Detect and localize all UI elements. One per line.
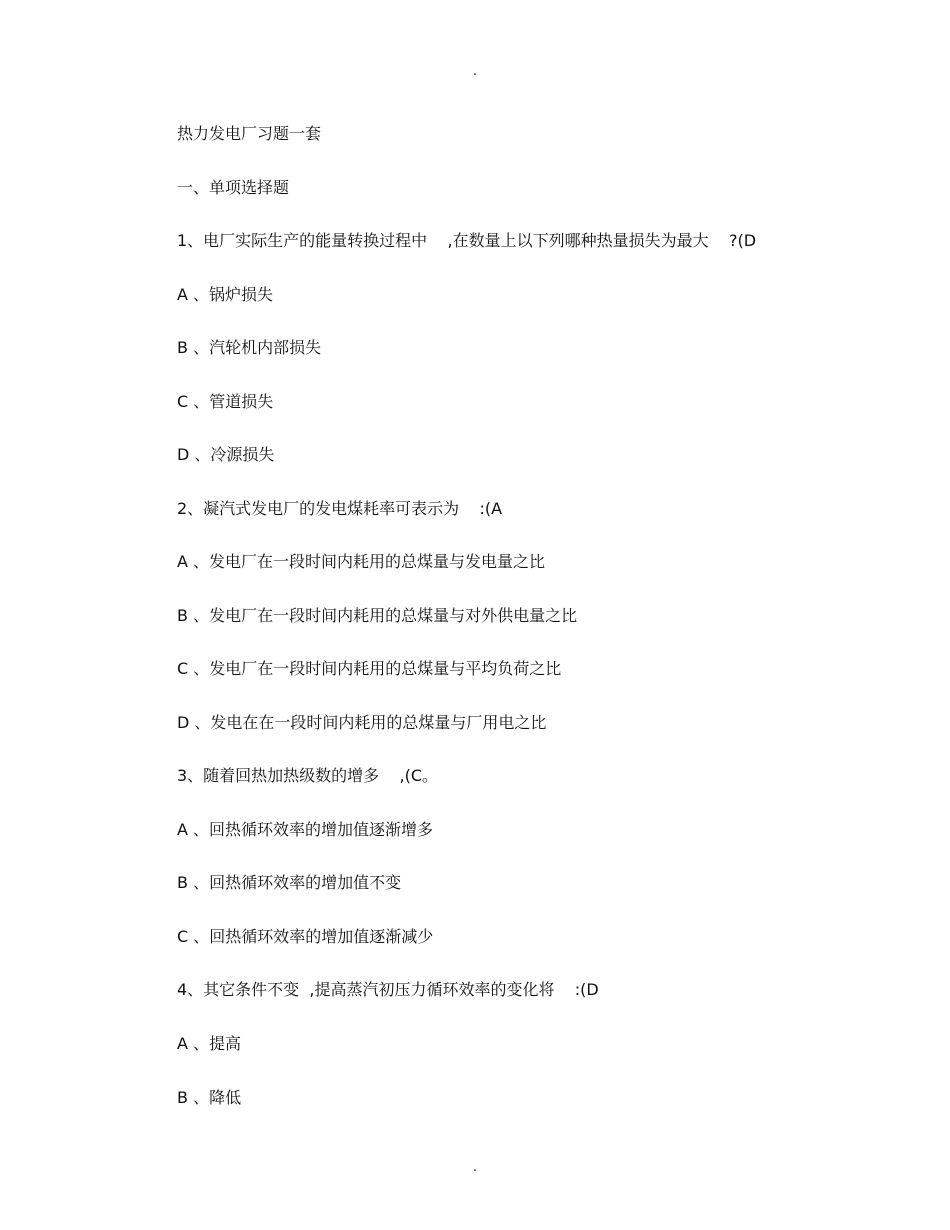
question-4-option-a: A 、提高: [177, 1034, 242, 1053]
footer-mark: .: [472, 1159, 478, 1175]
question-1-option-b: B 、汽轮机内部损失: [177, 338, 322, 357]
question-3-option-c: C 、回热循环效率的增加值逐渐减少: [177, 927, 434, 946]
section-heading: 一、单项选择题: [177, 178, 290, 197]
question-1-option-c: C 、管道损失: [177, 392, 274, 411]
question-4-stem: 4、其它条件不变 ,提高蒸汽初压力循环效率的变化将 :(D: [177, 980, 599, 999]
header-mark: .: [472, 63, 478, 79]
question-2-option-c: C 、发电厂在一段时间内耗用的总煤量与平均负荷之比: [177, 659, 562, 678]
question-1-option-d: D 、冷源损失: [177, 445, 275, 464]
question-2-stem: 2、凝汽式发电厂的发电煤耗率可表示为 :(A: [177, 499, 503, 518]
question-2-option-d: D 、发电在在一段时间内耗用的总煤量与厂用电之比: [177, 713, 547, 732]
question-1-option-a: A 、锅炉损失: [177, 285, 274, 304]
question-1-stem: 1、电厂实际生产的能量转换过程中 ,在数量上以下列哪种热量损失为最大 ?(D: [177, 231, 757, 250]
question-2-option-b: B 、发电厂在一段时间内耗用的总煤量与对外供电量之比: [177, 606, 578, 625]
document-title: 热力发电厂习题一套: [177, 124, 322, 143]
question-3-option-a: A 、回热循环效率的增加值逐渐增多: [177, 820, 434, 839]
question-2-option-a: A 、发电厂在一段时间内耗用的总煤量与发电量之比: [177, 552, 546, 571]
question-3-option-b: B 、回热循环效率的增加值不变: [177, 873, 402, 892]
question-3-stem: 3、随着回热加热级数的增多 ,(C。: [177, 766, 439, 785]
question-4-option-b: B 、降低: [177, 1088, 242, 1107]
